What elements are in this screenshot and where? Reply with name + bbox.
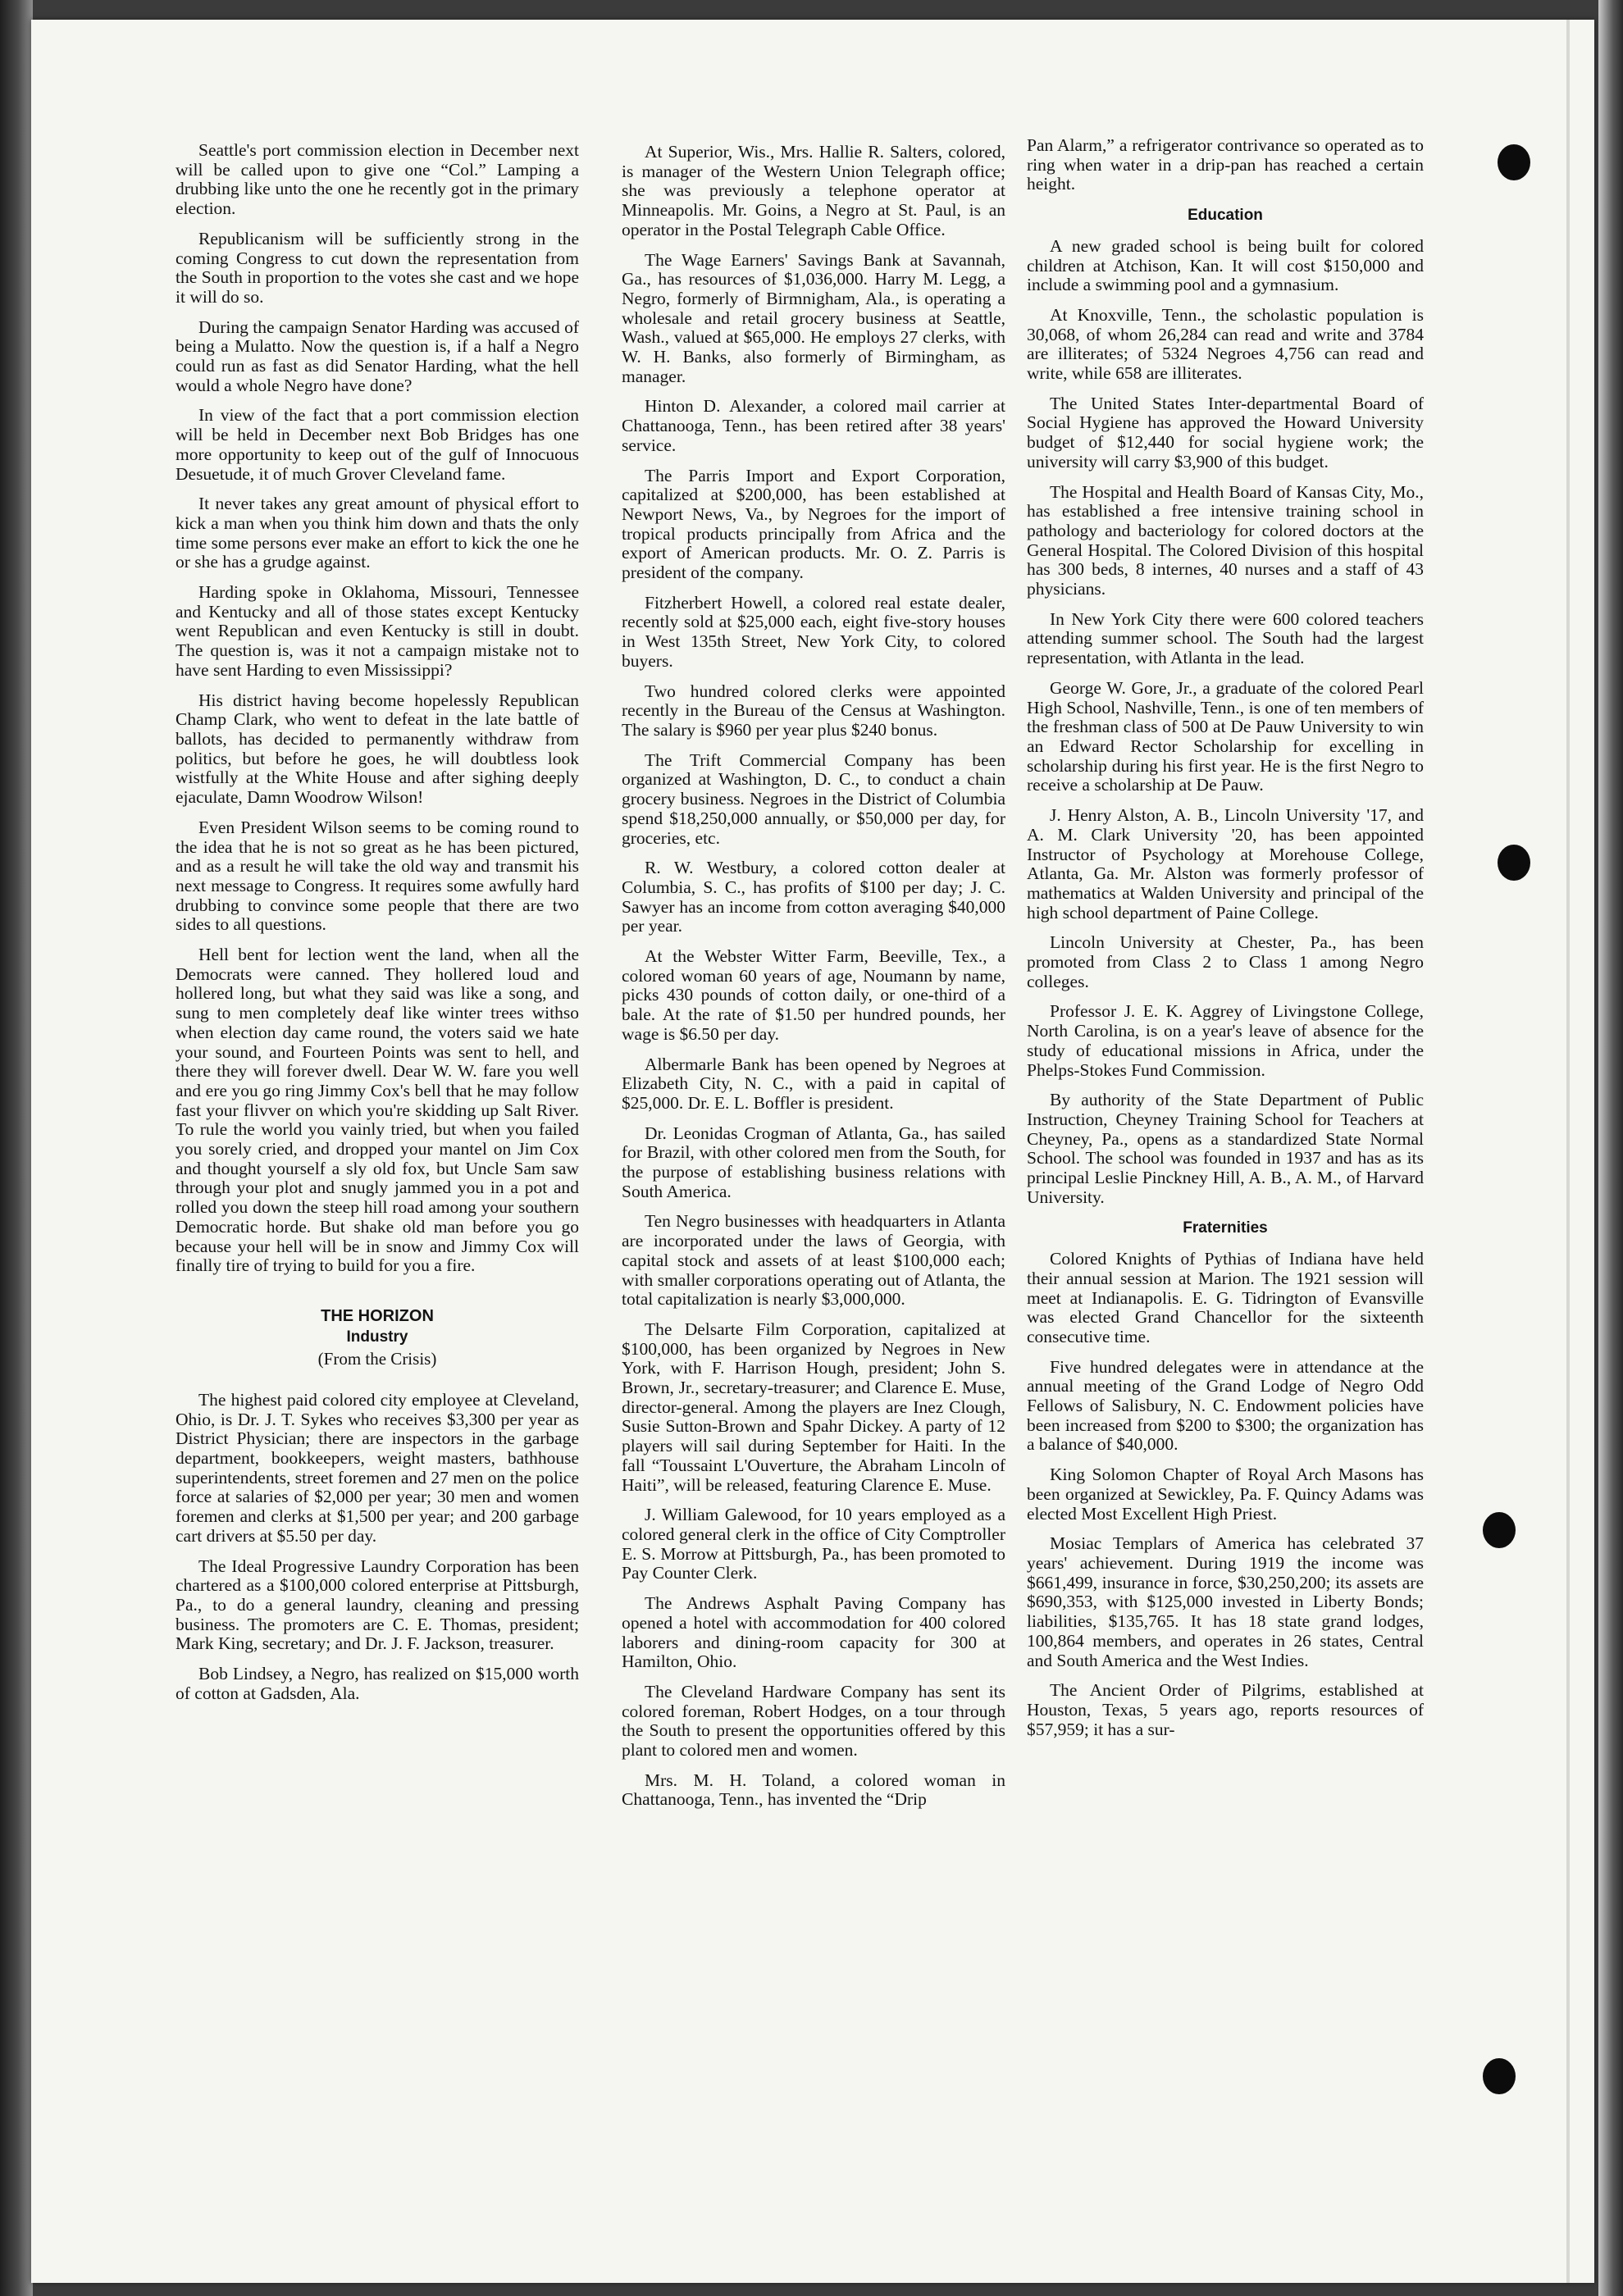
paragraph: At Superior, Wis., Mrs. Hallie R. Salters, colored, is manager of the Western Union Telegraph office; she was previously a telephone operator at Minneapolis. Mr. Goins, a Negro at St. Paul, is an operator in the Postal Telegraph Cable Office.	[622, 142, 1005, 239]
paragraph: The Delsarte Film Corporation, capitalized at $100,000, has been organized by Negroes in New York, with F. Harrison Hough, president; John S. Brown, Jr., secretary-treasurer; and Clarence E. Muse, director-general. Among the players are Inez Clough, Susie Sutton-Brown and Spahr Dickey. A party of 12 players will sail during September for Haiti. In the fall “Toussaint L'Ouverture, the Abraham Lincoln of Haiti”, will be released, featuring Clarence E. Muse.	[622, 1319, 1005, 1495]
section-source: (From the Crisis)	[317, 1348, 437, 1369]
punch-hole-1	[1498, 144, 1530, 180]
punch-hole-2	[1498, 845, 1530, 881]
paragraph: In New York City there were 600 colored teachers attending summer school. The South had the largest representation, with Atlanta in the lead.	[1027, 608, 1424, 668]
column-3	[1027, 136, 1424, 1750]
paragraph: Colored Knights of Pythias of Indiana have held their annual session at Marion. The 1921 session will meet at Indianapolis. E. G. Tidrington of Evansville was elected Grand Chancellor for the sixteenth consecutive time.	[1027, 1249, 1424, 1346]
paragraph: Albermarle Bank has been opened by Negroes at Elizabeth City, N. C., with a paid in capital of $25,000. Dr. E. L. Boffler is president.	[622, 1054, 1005, 1113]
paragraph: George W. Gore, Jr., a graduate of the colored Pearl High School, Nashville, Tenn., is one of ten members of the freshman class of 500 at De Pauw University to win an Edward Rector Scholarship for excelling in scholarship during his first year. He is the first Negro to receive a scholarship at De Pauw.	[1027, 677, 1424, 795]
page-fold-shadow	[1566, 20, 1570, 2283]
paragraph: The Wage Earners' Savings Bank at Savannah, Ga., has resources of $1,036,000. Harry M. Legg, a Negro, formerly of Birmnigham, Ala., is operating a wholesale and retail grocery business at Seattle, Wash., valued at $65,000. He employs 27 clerks, with W. H. Banks, also formerly of Birmingham, as manager.	[622, 249, 1005, 386]
paragraph: By authority of the State Department of Public Instruction, Cheyney Training School for Teachers at Cheyney, Pa., opens as a standardized State Normal School. The school was founded in 1937 and has as its principal Leslie Pinckney Hill, A. B., A. M., of Harvard University.	[1027, 1090, 1424, 1207]
punch-hole-4	[1483, 2058, 1516, 2094]
paragraph: At Knoxville, Tenn., the scholastic population is 30,068, of whom 26,284 can read and write and 3784 are illiterates; of 5324 Negroes 4,756 can read and write, while 658 are illiterates.	[1027, 304, 1424, 384]
section-subtitle: Industry	[346, 1328, 408, 1346]
paragraph: Bob Lindsey, a Negro, has realized on $15,000 worth of cotton at Gadsden, Ala.	[176, 1664, 579, 1703]
paragraph: Fitzherbert Howell, a colored real estate dealer, recently sold at $25,000 each, eight five-story houses in West 135th Street, New York City, to colored buyers.	[622, 592, 1005, 671]
paragraph: In view of the fact that a port commission election will be held in December next Bob Bridges has one more opportunity to keep out of the gulf of Innocuous Desuetude, it of much Grover Cleveland fame.	[176, 405, 579, 484]
paragraph: Professor J. E. K. Aggrey of Livingstone College, North Carolina, is on a year's leave of absence for the study of educational missions in Africa, under the Phelps-Stokes Fund Commission.	[1027, 1001, 1424, 1080]
paragraph: Seattle's port commission election in December next will be called upon to give one “Col.” Lamping a drubbing like unto the one he recently got in the primary election.	[176, 140, 579, 219]
section-title: THE HORIZON	[321, 1306, 434, 1325]
paragraph: The Hospital and Health Board of Kansas City, Mo., has established a free intensive training school in pathology and bacteriology for colored doctors at the General Hospital. The Colored Division of this hospital has 300 beds, 8 internes, 40 nurses and a staff of 43 physicians.	[1027, 481, 1424, 599]
column-2	[622, 143, 1005, 1820]
paragraph: Republicanism will be sufficiently strong in the coming Congress to cut down the representation from the South in proportion to the votes she cast and we hope it will do so.	[176, 228, 579, 307]
paragraph: Five hundred delegates were in attendance at the annual meeting of the Grand Lodge of Negro Odd Fellows of Salisbury, N. C. Endowment policies have been increased from $200 to $300; the organization has a balance of $40,000.	[1027, 1356, 1424, 1455]
paragraph: Mrs. M. H. Toland, a colored woman in Chattanooga, Tenn., has invented the “Drip	[622, 1770, 1005, 1810]
paragraph: At the Webster Witter Farm, Beeville, Tex., a colored woman 60 years of age, Noumann by name, picks 430 pounds of cotton daily, or one-third of a bale. At the rate of $1.50 per hundred pounds, her wage is $6.50 per day.	[622, 946, 1005, 1044]
paragraph: The Parris Import and Export Corporation, capitalized at $200,000, has been established at Newport News, Va., by Negroes for the import of tropical products principally from Africa and the export of American products. Mr. O. Z. Parris is president of the company.	[622, 465, 1005, 583]
paragraph: J. William Galewood, for 10 years employed as a colored general clerk in the office of City Comptroller E. S. Morrow at Pittsburgh, Pa., has been promoted to Pay Counter Clerk.	[622, 1505, 1005, 1583]
paragraph: The United States Inter-departmental Board of Social Hygiene has approved the Howard University budget of $12,440 for social hygiene work; the university will carry $3,900 of this budget.	[1027, 393, 1424, 472]
paragraph: Ten Negro businesses with headquarters in Atlanta are incorporated under the laws of Georgia, with capital stock and assets of at least $100,000 each; with smaller corporations operating out of Atlanta, the total capitalization is nearly $3,000,000.	[622, 1211, 1005, 1310]
paragraph: Even President Wilson seems to be coming round to the idea that he is not so great as he has been pictured, and as a result he will take the old way and transmit his next message to Congress. It requires some awfully hard drubbing to convince some people that there are two sides to all questions.	[176, 817, 579, 935]
scan-right-edge	[1598, 0, 1623, 2296]
paragraph: During the campaign Senator Harding was accused of being a Mulatto. Now the question is, if a half a Negro could run as fast as did Senator Harding, what the hell would a whole Negro have done?	[176, 317, 579, 395]
punch-hole-3	[1483, 1512, 1516, 1548]
paragraph: A new graded school is being built for colored children at Atchison, Kan. It will cost $150,000 and include a swimming pool and a gymnasium.	[1027, 235, 1424, 295]
paragraph: The Andrews Asphalt Paving Company has opened a hotel with accommodation for 400 colored laborers and dining-room capacity for 300 at Hamilton, Ohio.	[622, 1593, 1005, 1672]
paragraph: Lincoln University at Chester, Pa., has been promoted from Class 2 to Class 1 among Negro colleges.	[1027, 932, 1424, 991]
paragraph: The Trift Commercial Company has been organized at Washington, D. C., to conduct a chain grocery business. Negroes in the District of Columbia spend $18,250,000 annually, or $50,000 per day, for groceries, etc.	[622, 749, 1005, 848]
paragraph: J. Henry Alston, A. B., Lincoln University '17, and A. M. Clark University '20, has been appointed Instructor of Psychology at Morehouse College, Atlanta, Ga. Mr. Alston was formerly professor of mathematics at Walden University and principal of the high school department of Paine College.	[1027, 805, 1424, 922]
education-heading: Education	[1188, 207, 1263, 225]
horizon-heading	[176, 1305, 579, 1369]
paragraph: Harding spoke in Oklahoma, Missouri, Tennessee and Kentucky and all of those states except Kentucky went Republican and even Kentucky is still in doubt. The question is, was it not a campaign mistake not to have sent Harding to even Mississippi?	[176, 582, 579, 680]
paragraph: Hell bent for lection went the land, when all the Democrats were canned. They hollered loud and hollered long, but what they said was like a song, and sung to men completely deaf like winter trees withso when election day came round, the voters said we hate your sound, and Fourteen Points was sent to hell, and there they will forever dwell. Dear W. W. fare you well and ere you go ring Jimmy Cox's bell that he may follow fast your flivver on which you're skidding up Salt River. To rule the world you vainly tried, but when you failed you sorely cried, and dropped your mantel on Jim Cox and thought yourself a sly old fox, but Uncle Sam saw through your plot and snugly jammed you in a pot and rolled you down the steep hill road among your southern Democratic horde. But shake old man before you go because your hell will be in snow and Jimmy Cox will finally tire of trying to build for you a fire.	[176, 945, 579, 1276]
paragraph: His district having become hopelessly Republican Champ Clark, who went to defeat in the late battle of ballots, has decided to permanently withdraw from politics, but before he goes, he will doubtless look wistfully at the White House and after sighing deeply ejaculate, Damn Woodrow Wilson!	[176, 690, 579, 808]
fraternities-heading: Fraternities	[1183, 1219, 1268, 1237]
paragraph: Two hundred colored clerks were appointed recently in the Bureau of the Census at Washington. The salary is $960 per year plus $240 bonus.	[622, 681, 1005, 740]
paragraph: It never takes any great amount of physical effort to kick a man when you think him down and thats the only time some persons ever make an effort to kick the one he or she has a grudge against.	[176, 494, 579, 572]
paragraph: R. W. Westbury, a colored cotton dealer at Columbia, S. C., has profits of $100 per day; J. C. Sawyer has an income from cotton averaging $40,000 per year.	[622, 858, 1005, 936]
paragraph: Hinton D. Alexander, a colored mail carrier at Chattanooga, Tenn., has been retired after 38 years' service.	[622, 396, 1005, 455]
column-1	[176, 141, 579, 1715]
paragraph: King Solomon Chapter of Royal Arch Masons has been organized at Sewickley, Pa. F. Quincy Adams was elected Most Excellent High Priest.	[1027, 1465, 1424, 1524]
paragraph: The Ideal Progressive Laundry Corporation has been chartered as a $100,000 colored enterprise at Pittsburgh, Pa., to do a general laundry, cleaning and pressing business. The promoters are C. E. Thomas, president; Mark King, secretary; and Dr. J. F. Jackson, treasurer.	[176, 1556, 579, 1654]
scan-left-edge	[0, 0, 33, 2296]
paragraph: The highest paid colored city employee at Cleveland, Ohio, is Dr. J. T. Sykes who receives $3,300 per year as District Physician; there are inspectors in the garbage department, bookkeepers, weight masters, bathhouse superintendents, street foremen and 27 men on the police force at salaries of $2,000 per year; 30 men and women foremen and clerks at $1,500 per year; and 200 garbage cart drivers at $5.50 per day.	[176, 1389, 579, 1546]
continued-paragraph: Pan Alarm,” a refrigerator contrivance so operated as to ring when water in a drip-pan has reached a certain height.	[1027, 135, 1424, 194]
paragraph: Dr. Leonidas Crogman of Atlanta, Ga., has sailed for Brazil, with other colored men from the South, for the purpose of establishing business relations with South America.	[622, 1123, 1005, 1201]
paragraph: Mosiac Templars of America has celebrated 37 years' achievement. During 1919 the income was $661,499, insurance in force, $30,250,200; its assets are $690,353, with $125,000 invested in Liberty Bonds; liabilities, $135,765. It has 18 state grand lodges, 100,864 members, and operates in 26 states, Central and South America and the West Indies.	[1027, 1533, 1424, 1670]
paragraph: The Cleveland Hardware Company has sent its colored foreman, Robert Hodges, on a tour through the South to present the opportunities offered by this plant to colored men and women.	[622, 1681, 1005, 1761]
paragraph: The Ancient Order of Pilgrims, established at Houston, Texas, 5 years ago, reports resources of $57,959; it has a sur-	[1027, 1680, 1424, 1739]
